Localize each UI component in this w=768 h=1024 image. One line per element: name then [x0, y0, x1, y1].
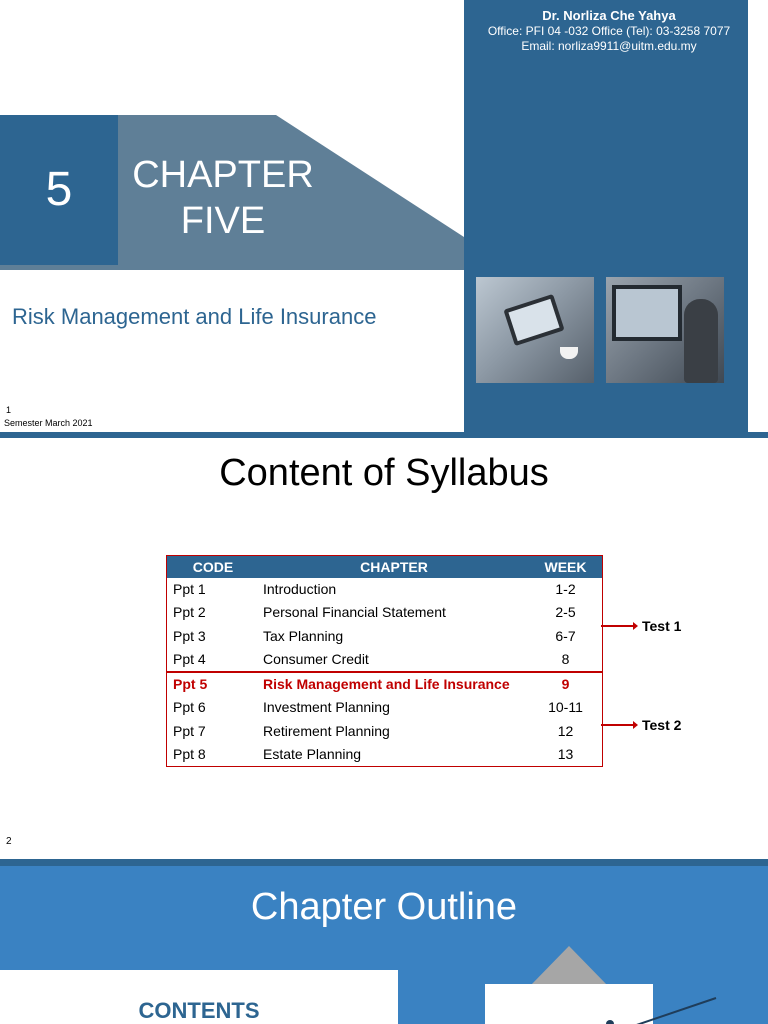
semester-label: Semester March 2021 [4, 418, 93, 428]
coffee-cup-image [560, 347, 578, 359]
cell-chapter: Estate Planning [263, 746, 362, 763]
email-info: Email: norliza9911@uitm.edu.my [521, 39, 697, 53]
table-row [167, 625, 602, 648]
cell-code: Ppt 8 [173, 746, 206, 763]
cell-week: 10-11 [548, 699, 583, 716]
cell-code: Ppt 3 [173, 627, 206, 644]
table-row [167, 578, 602, 601]
monitor-image [612, 285, 682, 341]
title-slide [0, 0, 768, 432]
contact-panel [464, 0, 748, 432]
test1-label: Test 1 [642, 618, 682, 634]
office-photo [606, 277, 724, 383]
cell-code: Ppt 5 [173, 676, 208, 693]
table-row [167, 601, 602, 624]
cell-chapter: Consumer Credit [263, 650, 369, 667]
header-chapter: CHAPTER [360, 559, 428, 575]
test2-label: Test 2 [642, 717, 682, 733]
cell-chapter: Tax Planning [263, 627, 344, 644]
cell-code: Ppt 2 [173, 604, 206, 621]
chapter-name: FIVE [180, 200, 266, 242]
office-info: Office: PFI 04 -032 Office (Tel): 03-3258 7077 [487, 24, 731, 38]
cell-chapter: Retirement Planning [263, 722, 390, 739]
slide-title: Content of Syllabus [219, 452, 549, 494]
cell-code: Ppt 7 [173, 722, 206, 739]
contact-info [464, 8, 754, 54]
cell-chapter: Risk Management and Life Insurance [263, 676, 510, 693]
pen-icon [604, 996, 724, 1024]
test2-arrow-icon [601, 724, 634, 726]
table-row [167, 696, 602, 719]
cell-code: Ppt 1 [173, 581, 206, 597]
slide-divider [0, 859, 768, 866]
lecturer-name: Dr. Norliza Che Yahya [542, 8, 676, 23]
chapter-heading [118, 152, 328, 244]
tablet-photo [476, 277, 594, 383]
slide-title: Chapter Outline [250, 886, 518, 928]
syllabus-table [166, 555, 603, 767]
cell-chapter: Personal Financial Statement [263, 604, 446, 621]
contents-label: CONTENTS [138, 998, 260, 1023]
cell-week: 1-2 [555, 581, 576, 597]
syllabus-slide [0, 438, 768, 859]
tablet-image [503, 294, 564, 346]
outline-slide [0, 866, 768, 1024]
cell-chapter: Investment Planning [263, 699, 390, 716]
contents-card [0, 970, 398, 1024]
person-image [684, 299, 718, 383]
decorative-triangle-icon [530, 946, 608, 986]
table-header [167, 556, 602, 578]
table-row-current [167, 671, 602, 696]
test1-arrow-icon [601, 625, 634, 627]
cell-code: Ppt 4 [173, 650, 206, 667]
cell-week: 9 [561, 676, 570, 693]
cell-week: 2-5 [555, 604, 576, 621]
table-row [167, 720, 602, 743]
page-number: 2 [6, 836, 12, 847]
cell-week: 13 [557, 746, 574, 763]
cell-week: 8 [561, 650, 570, 667]
page-number: 1 [6, 405, 12, 415]
header-week: WEEK [544, 559, 587, 575]
cell-chapter: Introduction [263, 581, 337, 597]
header-code: CODE [192, 559, 234, 575]
chapter-number: 5 [0, 115, 118, 265]
cell-week: 12 [557, 722, 574, 739]
table-row [167, 743, 602, 766]
table-row [167, 648, 602, 671]
cell-week: 6-7 [555, 627, 576, 644]
cell-code: Ppt 6 [173, 699, 206, 716]
chapter-subtitle: Risk Management and Life Insurance [12, 304, 377, 329]
chapter-word: CHAPTER [132, 154, 314, 196]
